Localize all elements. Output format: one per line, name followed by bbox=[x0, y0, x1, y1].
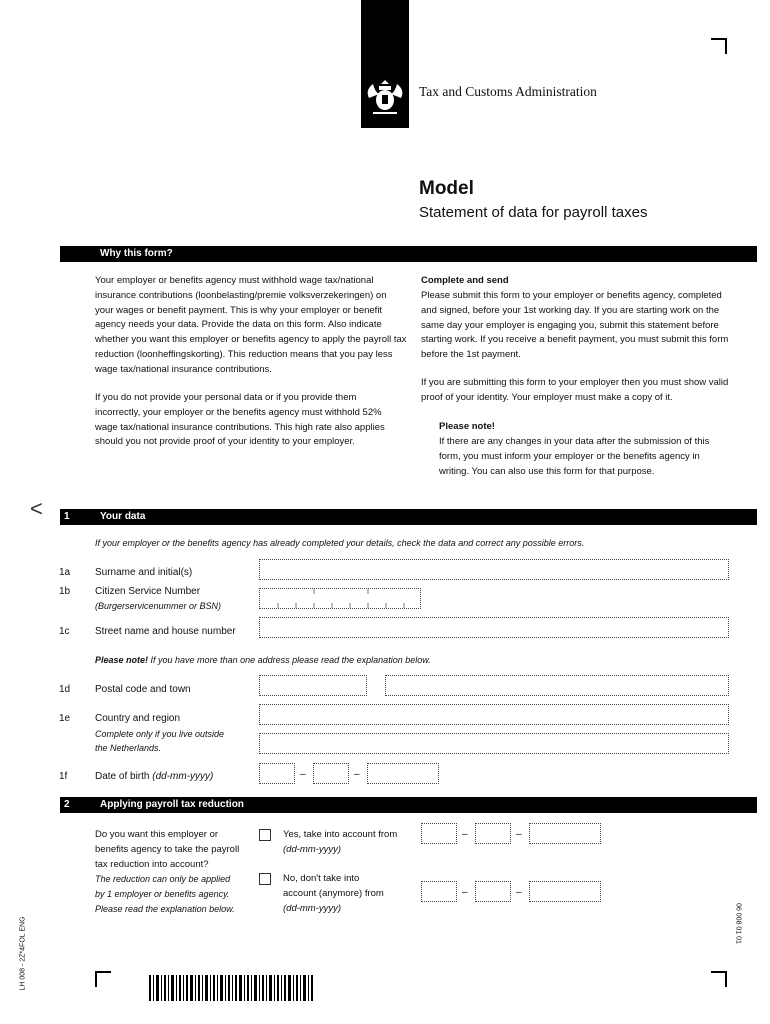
complete-send-heading: Complete and send bbox=[421, 275, 509, 286]
no-day-input[interactable] bbox=[421, 881, 457, 902]
birth-month-input[interactable] bbox=[313, 763, 349, 784]
digit-separators bbox=[260, 589, 420, 608]
field-1f-label bbox=[95, 770, 213, 784]
field-1a-number: 1a bbox=[59, 567, 71, 578]
field-1b-number: 1b bbox=[59, 586, 71, 597]
region-input[interactable] bbox=[259, 733, 729, 754]
street-input[interactable] bbox=[259, 617, 729, 638]
page-subtitle: Statement of data for payroll taxes bbox=[419, 204, 648, 221]
section-2-number: 2 bbox=[64, 799, 70, 810]
no-line-3: (dd-mm-yyyy) bbox=[283, 902, 342, 914]
date-dash: – bbox=[516, 829, 522, 840]
question-line-3: tax reduction into account? bbox=[95, 858, 209, 870]
section-2-heading: Applying payroll tax reduction bbox=[100, 799, 244, 810]
crop-mark-bottom-right bbox=[711, 971, 727, 987]
field-1e-sublabel-1: Complete only if you live outside bbox=[95, 729, 225, 739]
field-1e-number: 1e bbox=[59, 713, 71, 724]
form-code-left: LH 008 - 2Z*4FOL ENG bbox=[19, 916, 27, 991]
question-note-3: Please read the explanation below. bbox=[95, 903, 235, 914]
question-note-2: by 1 employer or benefits agency. bbox=[95, 889, 230, 900]
no-line-1: No, don't take into bbox=[283, 873, 360, 884]
question-line-1: Do you want this employer or bbox=[95, 829, 219, 840]
section-1-number: 1 bbox=[64, 511, 70, 522]
date-dash: – bbox=[462, 887, 468, 898]
field-1e-sublabel-2: the Netherlands. bbox=[95, 743, 162, 753]
crop-mark-top-right bbox=[711, 38, 727, 54]
form-code-right: 06 008 01 01 bbox=[734, 903, 742, 944]
field-1f-format: (dd-mm-yyyy) bbox=[152, 771, 214, 782]
barcode bbox=[149, 975, 315, 1001]
field-1b-label: Citizen Service Number bbox=[95, 586, 201, 597]
surname-input[interactable] bbox=[259, 559, 729, 580]
section-2-question bbox=[95, 828, 239, 917]
page-title: Model bbox=[419, 178, 474, 199]
no-option-label bbox=[283, 872, 384, 916]
birth-year-input[interactable] bbox=[367, 763, 439, 784]
section-why-bar bbox=[60, 246, 757, 262]
date-dash: – bbox=[516, 887, 522, 898]
please-note-heading: Please note! bbox=[439, 421, 495, 432]
coat-of-arms-icon bbox=[361, 0, 409, 128]
please-note-paragraph: If there are any changes in your data after the submission of this form, you must inform your employer or the benefits agency in writing. You can also use this form for that purpose. bbox=[439, 436, 710, 477]
yes-day-input[interactable] bbox=[421, 823, 457, 844]
identity-paragraph: If you are submitting this form to your employer then you must show valid proof of your identity. Your employer must make a copy of it. bbox=[421, 377, 729, 403]
field-1c-label: Street name and house number bbox=[95, 626, 236, 637]
yes-month-input[interactable] bbox=[475, 823, 511, 844]
no-checkbox[interactable] bbox=[259, 873, 271, 885]
yes-option-label bbox=[283, 828, 397, 858]
country-input[interactable] bbox=[259, 704, 729, 725]
question-line-2: benefits agency to take the payroll bbox=[95, 843, 240, 855]
complete-send-paragraph: Please submit this form to your employer or benefits agency, completed and signed, before your 1st working day. If you are starting work on the same day your employer is engaging you, submit this statement before starting work. If you receive a benefit payment, you must submit this form before the 1st payment. bbox=[421, 290, 729, 361]
field-1e-label: Country and region bbox=[95, 713, 181, 724]
field-1b-sublabel: (Burgerservicenummer or BSN) bbox=[95, 601, 222, 611]
birth-day-input[interactable] bbox=[259, 763, 295, 784]
section-why-heading: Why this form? bbox=[100, 248, 173, 259]
field-1f-number: 1f bbox=[59, 771, 68, 782]
no-year-input[interactable] bbox=[529, 881, 601, 902]
field-1f-text: Date of birth bbox=[95, 771, 150, 782]
yes-checkbox[interactable] bbox=[259, 829, 271, 841]
field-1a-label: Surname and initial(s) bbox=[95, 567, 193, 578]
why-left-paragraph-2: If you do not provide your personal data or if you provide them incorrectly, your employer or the benefits agency must withhold 52% wage tax/national insurance contributions. This high rate also applies should you not provide proof of your identity to your employer. bbox=[95, 392, 385, 448]
question-note-1: The reduction can only be applied bbox=[95, 874, 231, 885]
crop-mark-bottom-left bbox=[95, 971, 111, 987]
postal-code-input[interactable] bbox=[259, 675, 367, 696]
no-line-2: account (anymore) from bbox=[283, 887, 384, 899]
field-1d-label: Postal code and town bbox=[95, 684, 191, 695]
bsn-input[interactable] bbox=[259, 588, 421, 609]
section-2-bar bbox=[60, 797, 757, 813]
address-note-text: If you have more than one address please read the explanation below. bbox=[148, 655, 431, 665]
why-left-paragraph-1: Your employer or benefits agency must withhold wage tax/national insurance contributions (loonbelasting/premie volksverzekeringen) on your wages or benefit payment. This is why your employer or benefit agency needs your data. Provide the data on this form. Also indicate whether you want this employer or benefits agency to apply the payroll tax reduction (loonheffingskorting). This reduction means that you pay less wage tax/national insurance contributions. bbox=[95, 275, 407, 375]
date-dash: – bbox=[354, 769, 360, 780]
yes-line-1: Yes, take into account from bbox=[283, 829, 398, 840]
address-note-bold: Please note! bbox=[95, 655, 149, 665]
field-1c-number: 1c bbox=[59, 626, 70, 637]
section-1-intro: If your employer or the benefits agency has already completed your details, check the data and correct any possible errors. bbox=[95, 538, 585, 548]
field-1d-number: 1d bbox=[59, 684, 71, 695]
date-dash: – bbox=[462, 829, 468, 840]
town-input[interactable] bbox=[385, 675, 729, 696]
yes-year-input[interactable] bbox=[529, 823, 601, 844]
date-dash: – bbox=[300, 769, 306, 780]
org-name: Tax and Customs Administration bbox=[419, 84, 597, 99]
section-1-heading: Your data bbox=[100, 511, 146, 522]
nav-back-arrow[interactable]: < bbox=[30, 496, 43, 521]
no-month-input[interactable] bbox=[475, 881, 511, 902]
logo-block bbox=[361, 0, 409, 128]
section-1-bar bbox=[60, 509, 757, 525]
yes-line-2: (dd-mm-yyyy) bbox=[283, 843, 342, 855]
address-note bbox=[95, 655, 431, 665]
